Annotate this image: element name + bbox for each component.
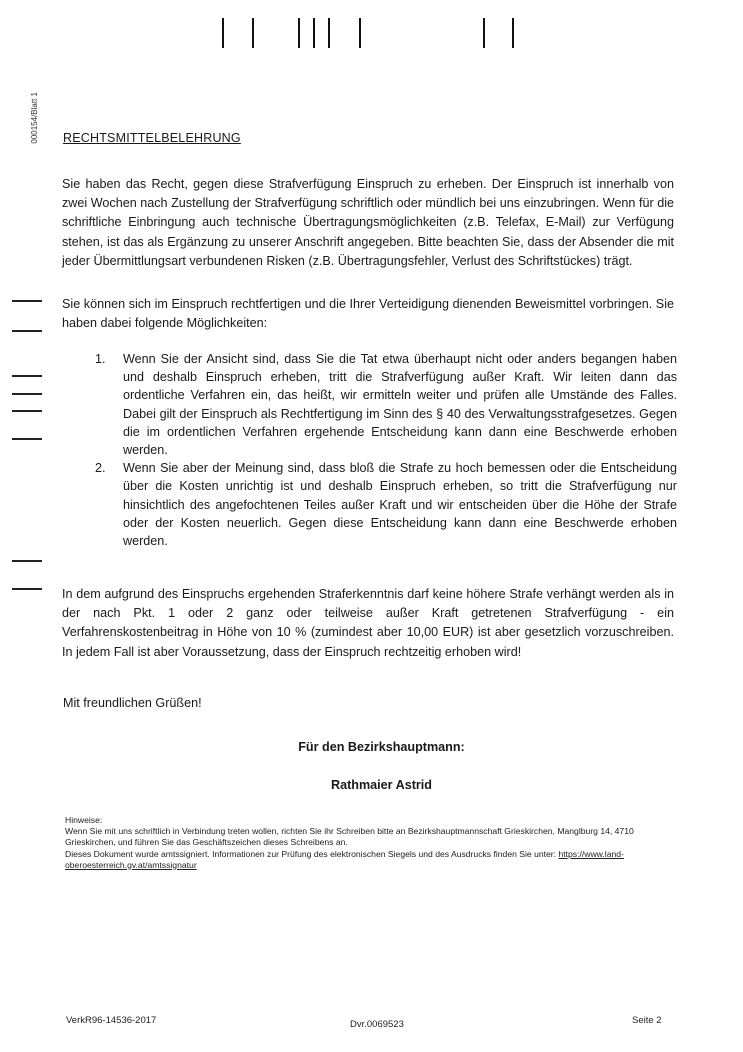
notes-signature-text: Dieses Dokument wurde amtssigniert. Informationen zur Prüfung des elektronischen Siegels und des Ausdrucks finden Sie unter: (65, 848, 559, 859)
section-heading: RECHTSMITTELBELEHRUNG (63, 131, 241, 145)
side-reference-code: 000154/Blatt 1 (30, 92, 39, 144)
list-item-number: 2. (95, 461, 106, 476)
footer-case-number: VerkR96-14536-2017 (66, 1015, 157, 1026)
margin-mark (12, 438, 42, 440)
signature-title: Für den Bezirkshauptmann: (298, 740, 465, 754)
margin-mark (12, 300, 42, 302)
notes-contact-text: Wenn Sie mit uns schriftlich in Verbindung treten wollen, richten Sie ihr Schreiben bitte an Bezirkshauptmannschaft Grieskirchen, Manglburg 14, 4710 Grieskirchen, und führen Sie das Geschäftszeichen dieses Schreibens an. (65, 826, 634, 848)
list-item (95, 459, 677, 550)
margin-mark (12, 393, 42, 395)
paragraph-options-intro: Sie können sich im Einspruch rechtfertigen und die Ihrer Verteidigung dienenden Beweismittel vorbringen. Sie haben dabei folgende Möglichkeiten: (62, 297, 674, 331)
list-item-text: Wenn Sie der Ansicht sind, dass Sie die Tat etwa überhaupt nicht oder anders begangen haben und deshalb Einspruch erheben, tritt die Strafverfügung außer Kraft. Wir leiten dann das ordentliche Verfahren ein, das heißt, wir ermitteln weiter und prüfen alle Umstände des Falles. Dabei gilt der Einspruch als Rechtfertigung im Sinn des § 40 des Verwaltungsstrafgesetzes. Gegen die im ordentlichen Verfahren ergehende Entscheidung kann dann eine Beschwerde erhoben werden. (123, 352, 677, 458)
omr-barcode-marks (222, 18, 522, 50)
margin-mark (12, 560, 42, 562)
notes-signature-info (65, 849, 665, 871)
margin-mark (12, 410, 42, 412)
list-item-number: 1. (95, 352, 106, 366)
notes-title: Hinweise: (65, 815, 103, 825)
signature-name: Rathmaier Astrid (330, 778, 432, 792)
margin-mark (12, 375, 42, 377)
paragraph-penalty-note: In dem aufgrund des Einspruchs ergehenden Straferkenntnis darf keine höhere Strafe verhängt werden als in der nach Pkt. 1 oder 2 ganz oder teilweise außer Kraft getretenen Strafverfügung - ein Verfahrenskostenbeitrag in Höhe von 10 % (zumindest aber 10,00 EUR) ist aber gesetzlich vorzuschreiben. In jedem Fall ist aber Voraussetzung, dass der Einspruch rechtzeitig erhoben wird! (62, 587, 674, 659)
list-item (95, 350, 677, 459)
footer-page-number: Seite 2 (632, 1015, 662, 1026)
list-item-text: Wenn Sie aber der Meinung sind, dass bloß die Strafe zu hoch bemessen oder die Entscheidung über die Kosten unrichtig ist und deshalb Einspruch erheben, so tritt die Strafverfügung nur hinsichtlich des angefochtenen Teiles außer Kraft und wir entscheiden über die Höhe der Strafe oder der Kosten neuerlich. Gegen diese Entscheidung kann dann eine Beschwerde erhoben werden. (123, 461, 677, 549)
amtssignatur-link[interactable]: https://www.land-oberoesterreich.gv.at/amtssignatur (65, 848, 624, 870)
margin-mark (12, 588, 42, 590)
footer-dvr-number: Dvr.0069523 (350, 1019, 404, 1030)
closing-greeting: Mit freundlichen Grüßen! (63, 696, 202, 710)
options-list (95, 350, 677, 550)
margin-mark (12, 330, 42, 332)
paragraph-rights: Sie haben das Recht, gegen diese Strafverfügung Einspruch zu erheben. Der Einspruch ist innerhalb von zwei Wochen nach Zustellung der Strafverfügung schriftlich oder mündlich bei uns einzubringen. Wenn für die schriftliche Einbringung auch technische Übertragungsmöglichkeiten (z.B. Telefax, E-Mail) zur Verfügung stehen, ist das als Ergänzung zu unserer Anschrift angegeben. Bitte beachten Sie, dass der Absender die mit jeder Übermittlungsart verbundenen Risken (z.B. Übertragungsfehler, Verlust des Schriftstückes) trägt. (62, 177, 674, 268)
notes-block (65, 815, 665, 871)
